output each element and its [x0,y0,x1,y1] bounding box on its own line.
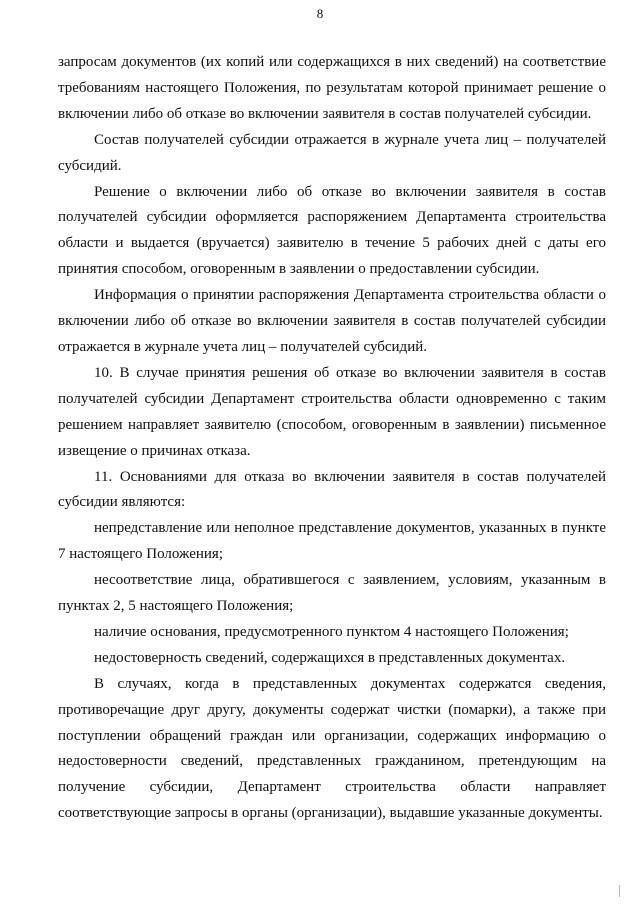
scan-edge-mark [619,885,624,897]
paragraph-continuation: запросам документов (их копий или содержащихся в них сведений) на соответствие требованиям настоящего Положения, по результатам которой принимает решение о включении либо об отказе во включении заявителя в состав получателей субсидии. [58,54,606,122]
paragraph-conflicting-information: В случаях, когда в представленных документах содержатся сведения, противоречащие друг другу, документы содержат чистки (помарки), а также при поступлении обращений граждан или организации, содержащих информацию о недостоверности сведений, представленных гражданином, претендующим на получение субсидии, Департамент строительства области направляет соответствующие запросы в органы (организации), выдавшие указанные документы. [58,675,606,822]
list-item-nonconformity: несоответствие лица, обратившегося с заявлением, условиям, указанным в пунктах 2, 5 настоящего Положения; [58,572,606,615]
document-body [58,50,606,827]
list-item-unreliable-info: недостоверность сведений, содержащихся в представленных документах. [94,649,566,666]
paragraph-order-information: Информация о принятии распоряжения Департамента строительства области о включении либо об отказе во включении заявителя в состав получателей субсидии отражается в журнале учета лиц – получателей субсидий. [58,287,606,355]
paragraph-clause-10: 10. В случае принятия решения об отказе во включении заявителя в состав получателей субсидии Департамент строительства области одновременно с таким решением направляет заявителю (способом, оговоренным в заявлении) письменное извещение о причинах отказа. [58,364,606,459]
list-item-grounds: наличие основания, предусмотренного пунктом 4 настоящего Положения; [94,623,569,640]
list-item-incomplete-documents: непредставление или неполное представление документов, указанных в пункте 7 настоящего Положения; [58,520,606,563]
page-number: 8 [316,6,324,21]
paragraph-decision-order: Решение о включении либо об отказе во включении заявителя в состав получателей субсидии оформляется распоряжением Департамента строительства области и выдается (вручается) заявителю в течение 5 рабочих дней с даты его принятия способом, оговоренным в заявлении о предоставлении субсидии. [58,183,606,278]
paragraph-recipients-journal: Состав получателей субсидии отражается в журнале учета лиц – получателей субсидий. [58,131,606,174]
paragraph-clause-11: 11. Основаниями для отказа во включении заявителя в состав получателей субсидии являются: [58,468,606,511]
